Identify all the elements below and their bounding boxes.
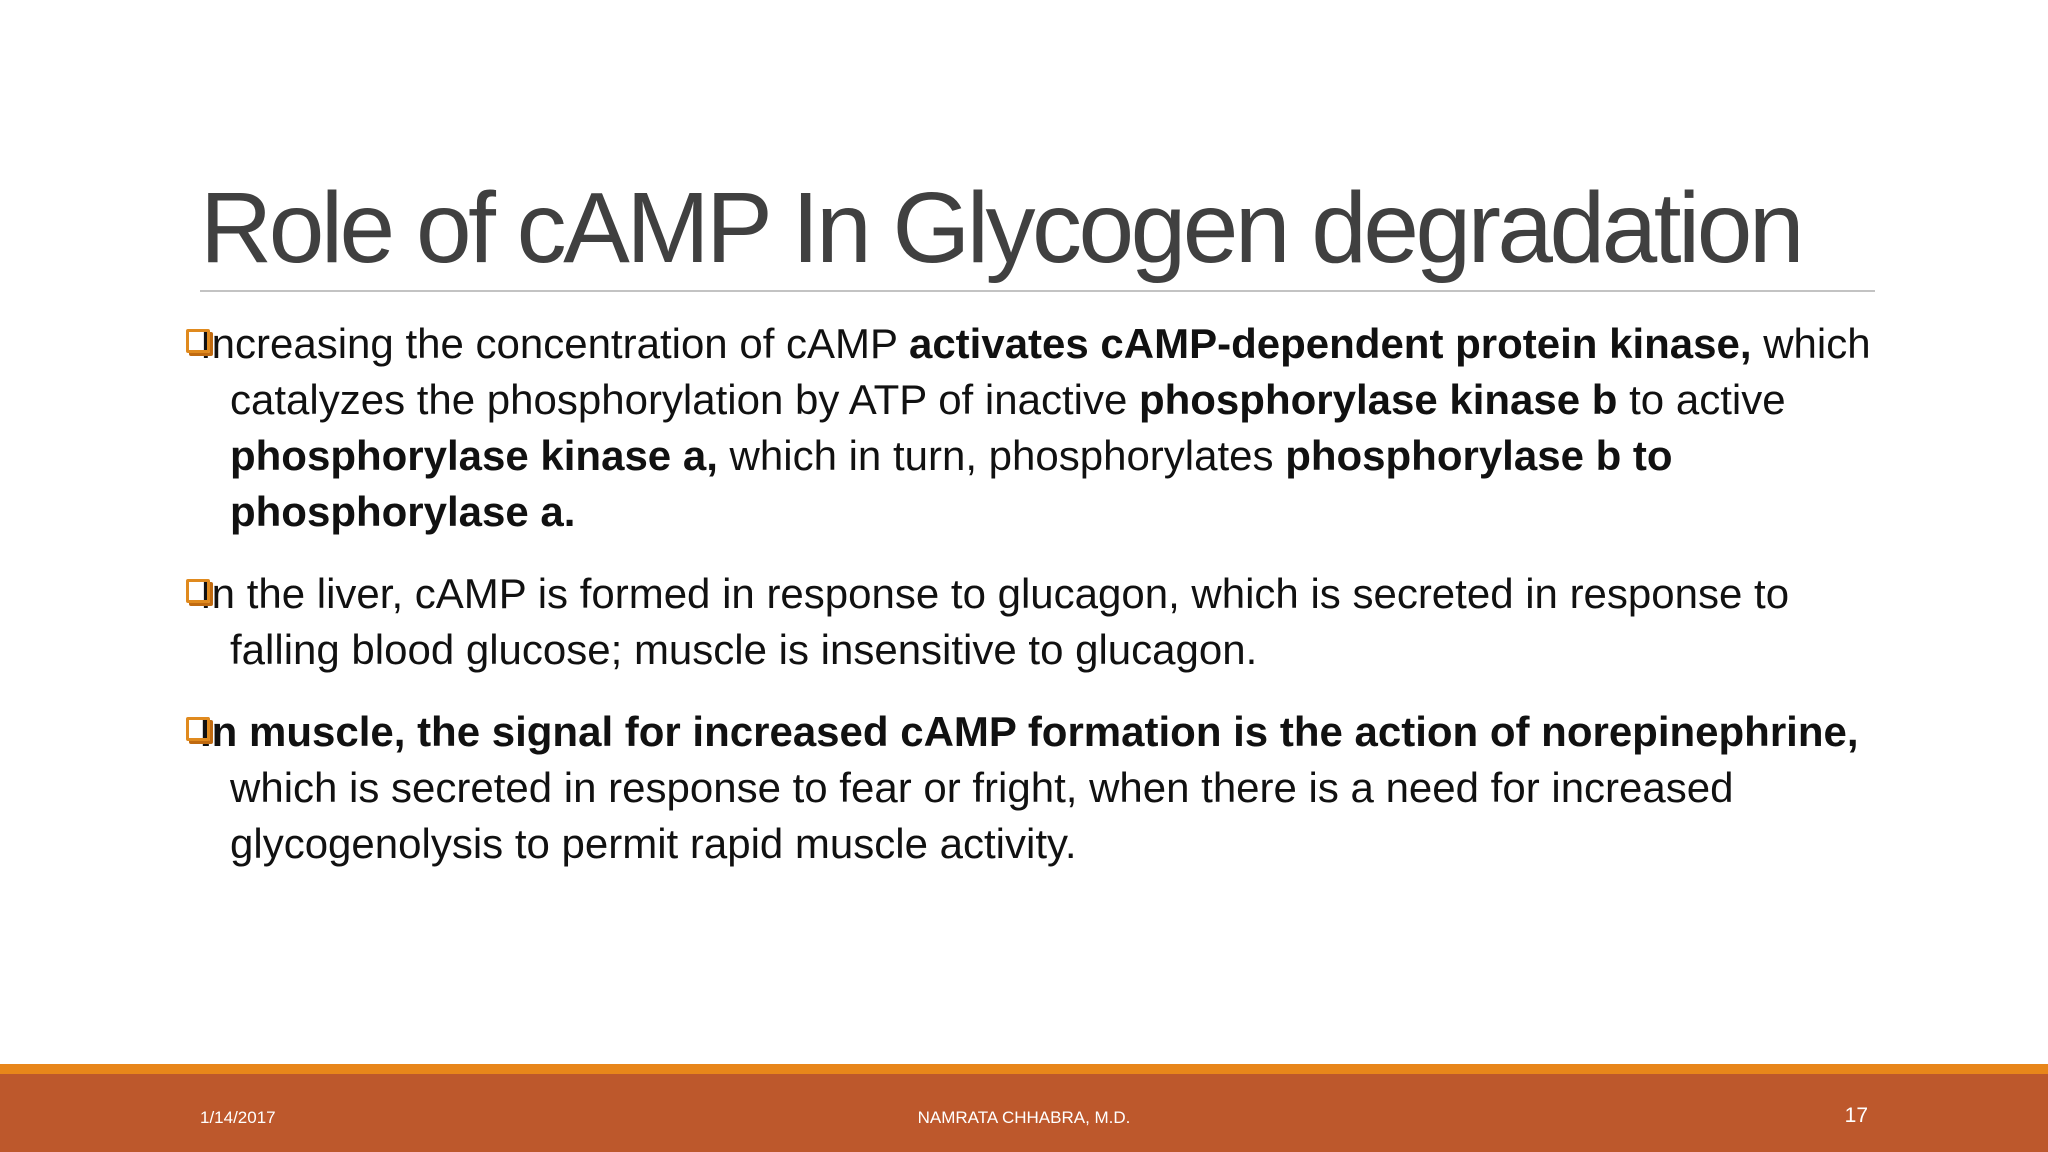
- bullet-segment: to active: [1617, 376, 1786, 423]
- bullet-segment-bold: phosphorylase b to phosphorylase a.: [230, 432, 1673, 535]
- footer-date: 1/14/2017: [200, 1108, 276, 1127]
- bullet-list: [200, 316, 1890, 898]
- footer-author: NAMRATA CHHABRA, M.D.: [917, 1108, 1131, 1127]
- title-divider: [200, 290, 1875, 292]
- bullet-item: [200, 566, 1890, 678]
- bullet-segment: which in turn, phosphorylates: [717, 432, 1286, 479]
- bullet-segment: In the liver, cAMP is formed in response to glucagon, which is secreted in response to falling blood glucose; muscle is insensitive to glucagon.: [200, 570, 1790, 673]
- bullet-segment-bold: In muscle, the signal for increased cAMP formation is the action of norepinephrine,: [200, 708, 1859, 755]
- bullet-segment: which is secreted in response to fear or fright, when there is a need for increased glycogenolysis to permit rapid muscle activity.: [230, 764, 1734, 867]
- bullet-segment-bold: activates cAMP-dependent protein kinase,: [908, 320, 1752, 367]
- hollow-square-bullet-icon: [186, 579, 210, 603]
- bullet-segment: which catalyzes the phosphorylation by ATP of inactive: [230, 320, 1871, 423]
- hollow-square-bullet-icon: [186, 329, 210, 353]
- hollow-square-bullet-icon: [186, 717, 210, 741]
- page-number: 17: [1844, 1104, 1868, 1127]
- bullet-text: [200, 566, 1890, 678]
- bullet-text: [200, 316, 1890, 540]
- slide-title: Role of cAMP In Glycogen degradation: [200, 172, 1801, 284]
- bullet-item: [200, 704, 1890, 872]
- bullet-segment-bold: phosphorylase kinase b: [1138, 376, 1618, 423]
- footer-accent-stripe: [0, 1064, 2048, 1074]
- bullet-text: [200, 704, 1890, 872]
- bullet-segment-bold: phosphorylase kinase a,: [230, 432, 718, 479]
- footer-bar: [0, 1074, 2048, 1152]
- bullet-item: [200, 316, 1890, 540]
- bullet-segment: Increasing the concentration of cAMP: [200, 320, 909, 367]
